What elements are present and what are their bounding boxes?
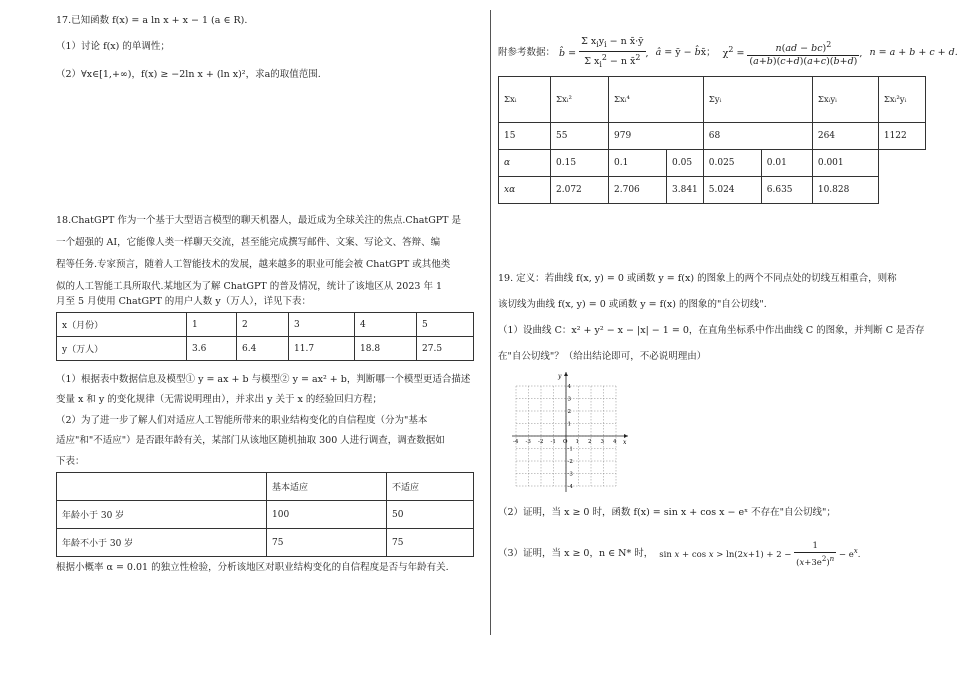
alpha-value: 0.025	[703, 150, 761, 177]
q18-paragraph-1: 18.ChatGPT 作为一个基于大型语言模型的聊天机器人，最近成为全球关注的焦点.ChatGPT 是	[56, 215, 462, 226]
sum-header: Σxᵢyᵢ	[812, 77, 878, 123]
q19-paragraph-6: （3）证明，当 x ≥ 0，n ∈ N* 时，	[498, 548, 654, 560]
q18-q1-line-b: 变量 x 和 y 的变化规律（无需说明理由），并求出 y 关于 x 的经验回归方程；	[56, 394, 382, 405]
chi-square-formula: $\chi^2$ = $\frac{n(ad - bc)^2}{(a+b)(c+d)(a+c)(b+d)}$ ,	[719, 39, 863, 68]
sum-value: 979	[609, 123, 704, 150]
sum-value: 264	[812, 123, 878, 150]
y-cell: 18.8	[355, 337, 417, 361]
y-cell: 6.4	[237, 337, 289, 361]
y-axis-label: y	[558, 373, 562, 380]
alpha-value: 0.1	[609, 150, 667, 177]
x-tick-label: -3	[525, 439, 531, 445]
y-tick-label: -1	[567, 446, 573, 453]
q18-paragraph-4: 似的人工智能工具所取代.某地区为了解 ChatGPT 的普及情况，统计了该地区从 2023 年 1	[56, 281, 443, 292]
row-label: 年龄小于 30 岁	[57, 501, 267, 529]
sum-value: 55	[551, 123, 609, 150]
header-cell	[57, 473, 267, 501]
cell: 75	[387, 529, 474, 557]
q18-user-table	[56, 312, 474, 361]
x-cell: 5	[417, 313, 474, 337]
x-tick-label: O	[563, 439, 568, 445]
xa-value: 3.841	[667, 177, 704, 204]
xa-value: 10.828	[812, 177, 878, 204]
sum-value: 15	[499, 123, 551, 150]
header-cell: 基本适应	[267, 473, 387, 501]
row-label: 年龄不小于 30 岁	[57, 529, 267, 557]
xa-value: 2.072	[551, 177, 609, 204]
reference-table	[498, 76, 926, 204]
sum-header: Σxᵢ²	[551, 77, 609, 123]
a-hat-formula: â = ȳ − b̂x̄；	[655, 47, 716, 59]
alpha-value: 0.15	[551, 150, 609, 177]
q19-paragraph-1: 19. 定义：若曲线 f(x, y) = 0 或函数 y = f(x) 的图象上的两个不同点处的切线互相重合，则称	[498, 273, 897, 284]
y-axis-arrow-icon	[564, 372, 568, 376]
reference-formula-line	[498, 36, 958, 71]
cell: 100	[267, 501, 387, 529]
q19-paragraph-4: 在"自公切线"？（给出结论即可，不必说明理由）	[498, 351, 707, 362]
q18-q2-line-d: 根据小概率 α = 0.01 的独立性检验，分析该地区对职业结构变化的自信程度是否与年龄有关.	[56, 562, 449, 573]
row-x-label: x（月份）	[57, 313, 187, 337]
y-tick-label: -3	[567, 471, 573, 478]
xa-label: xα	[499, 177, 551, 204]
q18-paragraph-3: 程等任务.专家预言，随着人工智能技术的发展，越来越多的职业可能会被 ChatGPT 或其他类	[56, 259, 451, 270]
q19-paragraph-5: （2）证明，当 x ≥ 0 时，函数 f(x) = sin x + cos x − eˣ 不存在"自公切线"；	[498, 507, 836, 518]
reference-label: 附参考数据：	[498, 47, 556, 59]
q18-age-table	[56, 472, 474, 557]
y-tick-label: -2	[567, 459, 573, 465]
y-tick-label: 1	[567, 421, 571, 428]
column-divider	[490, 10, 491, 635]
x-tick-label: 3	[600, 439, 604, 445]
y-cell: 3.6	[187, 337, 237, 361]
cell: 75	[267, 529, 387, 557]
sum-value: 1122	[878, 123, 925, 150]
q19-paragraph-3: （1）设曲线 C：x² + y² − x − |x| − 1 = 0，在直角坐标系中作出曲线 C 的图象，并判断 C 是否存	[498, 325, 925, 336]
sum-value: 68	[703, 123, 812, 150]
x-cell: 3	[289, 313, 355, 337]
cell: 50	[387, 501, 474, 529]
x-cell: 1	[187, 313, 237, 337]
xa-value: 2.706	[609, 177, 667, 204]
y-tick-label: -4	[567, 484, 573, 490]
q18-q1-line-a: （1）根据表中数据信息及模型① y = ax + b 与模型② y = ax² + b，判断哪一个模型更适合描述	[56, 374, 471, 385]
y-cell: 27.5	[417, 337, 474, 361]
sum-header: Σxᵢ²yᵢ	[878, 77, 925, 123]
x-tick-labels	[513, 439, 617, 445]
x-axis-arrow-icon	[624, 434, 628, 438]
x-cell: 2	[237, 313, 289, 337]
x-tick-label: 1	[575, 439, 579, 445]
q17-part2: （2）∀x∈[1,+∞)，f(x) ≥ −2ln x + (ln x)²，求a的取值范围.	[56, 69, 321, 80]
x-tick-label: -4	[513, 439, 519, 445]
y-cell: 11.7	[289, 337, 355, 361]
q17-stem: 17.已知函数 f(x) = a ln x + x − 1 (a ∈ R).	[56, 15, 248, 26]
q18-paragraph-2: 一个超强的 AI，它能像人类一样聊天交流，甚至能完成撰写邮件、文案、写论文、答辩、编	[56, 237, 441, 248]
y-tick-label: 2	[567, 409, 571, 415]
q17-part1: （1）讨论 f(x) 的单调性；	[56, 41, 170, 52]
x-tick-label: -2	[538, 439, 544, 445]
y-tick-label: 4	[567, 384, 571, 390]
row-y-label: y（万人）	[57, 337, 187, 361]
xa-value: 6.635	[761, 177, 812, 204]
sum-header: Σyᵢ	[703, 77, 812, 123]
sum-header: Σxᵢ	[499, 77, 551, 123]
alpha-value: 0.05	[667, 150, 704, 177]
n-formula: n = a + b + c + d.	[869, 47, 958, 59]
header-cell: 不适应	[387, 473, 474, 501]
x-cell: 4	[355, 313, 417, 337]
q19-inequality: sin x + cos x > ln(2x+1) + 2 − $\frac{1}{(x+3e^2)^n}$ − $e^x$.	[659, 541, 861, 568]
q18-q2-line-b: 适应"和"不适应"）是否跟年龄有关，某部门从该地区随机抽取 300 人进行调查，调查数据如	[56, 435, 445, 446]
sum-header: Σxᵢ⁴	[609, 77, 704, 123]
q18-paragraph-5: 月至 5 月使用 ChatGPT 的用户人数 y（万人），详见下表：	[56, 296, 311, 307]
b-hat-formula: b̂ = $\frac{\Sigma x_iy_i - n x̄\cdot ȳ}{\Sigma x_i^2 - n x̄^2}$ ,	[559, 36, 649, 69]
y-tick-label: 3	[567, 396, 571, 403]
q18-q2-line-a: （2）为了进一步了解人们对适应人工智能所带来的职业结构变化的自信程度（分为"基本	[56, 415, 428, 426]
q19-part3-line	[498, 540, 861, 569]
alpha-value: 0.001	[812, 150, 878, 177]
x-tick-label: -1	[550, 439, 556, 445]
q18-q2-line-c: 下表：	[56, 456, 85, 467]
alpha-value: 0.01	[761, 150, 812, 177]
q19-paragraph-2: 该切线为曲线 f(x, y) = 0 或函数 y = f(x) 的图象的"自公切线".	[498, 299, 767, 310]
alpha-label: α	[499, 150, 551, 177]
x-tick-label: 4	[613, 439, 617, 445]
x-tick-label: 2	[588, 439, 592, 445]
xa-value: 5.024	[703, 177, 761, 204]
x-axis-label: x	[623, 439, 627, 446]
y-tick-labels	[568, 384, 574, 490]
coordinate-grid	[508, 370, 630, 495]
